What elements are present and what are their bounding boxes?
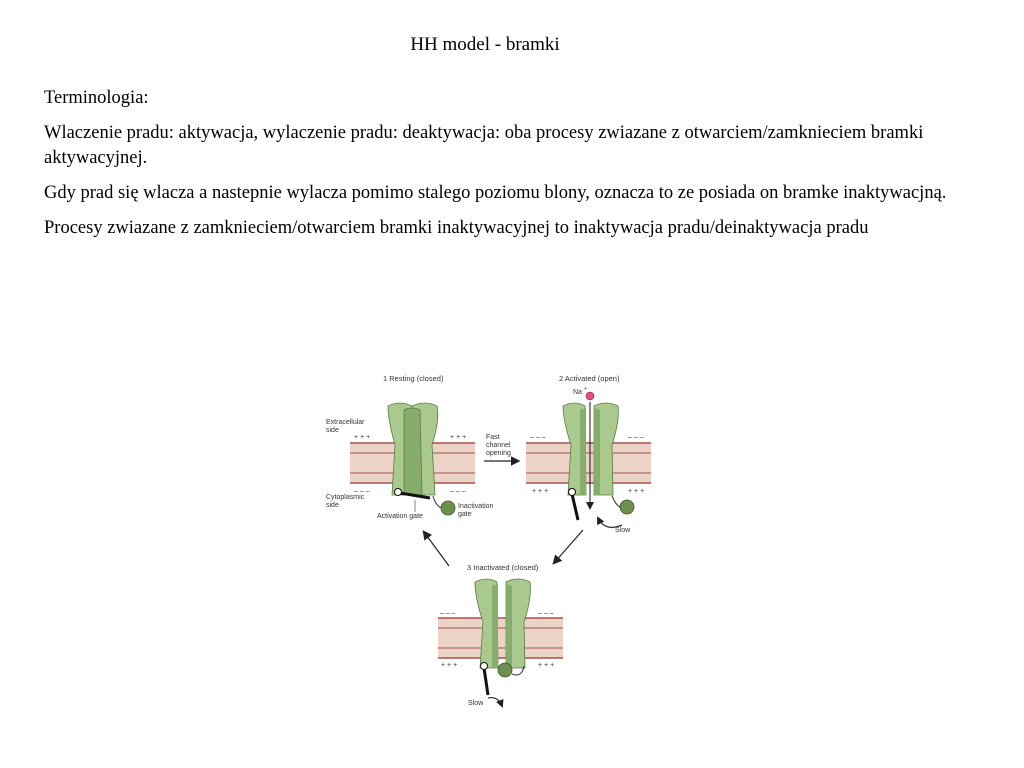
ion-charge: + xyxy=(584,386,587,392)
charge-bottom-left: – – – xyxy=(354,488,370,495)
cytoplasmic-label-line1: Cytoplasmic xyxy=(326,494,365,501)
terminology-heading: Terminologia: xyxy=(44,88,149,108)
arrow-activated-to-inactivated xyxy=(554,530,583,563)
ion-label: Na xyxy=(573,389,582,396)
state-activated xyxy=(526,374,651,534)
sodium-channel-gating-diagram xyxy=(300,360,700,710)
paragraph-inactivation-gate: Gdy prad się wlacza a nastepnie wylacza pomimo stalego poziomu blony, oznacza to ze posiada on bramke inaktywacjną. xyxy=(44,183,947,203)
sodium-ion xyxy=(586,392,594,400)
charge-top-left-2: – – – xyxy=(530,434,546,441)
charge-top-left: + + + xyxy=(354,434,371,441)
slow-label-2: Slow xyxy=(468,700,484,707)
inactivation-gate-plug xyxy=(498,663,512,677)
extracellular-label-line1: Extracellular xyxy=(326,419,365,426)
membrane-3 xyxy=(438,618,563,658)
activation-gate-3 xyxy=(484,668,488,695)
charge-top-right-3: – – – xyxy=(538,610,554,617)
state-activated-label: 2 Activated (open) xyxy=(559,374,620,383)
slide-title: HH model - bramki xyxy=(410,34,560,55)
extracellular-label-line2: side xyxy=(326,427,339,434)
charge-bottom-right-3: + + + xyxy=(538,662,555,669)
membrane-2 xyxy=(526,443,651,483)
activation-gate-open xyxy=(572,494,578,520)
fast-opening-label-line1: Fast xyxy=(486,434,500,441)
charge-bottom-left-2: + + + xyxy=(532,488,549,495)
slide-body xyxy=(44,86,1019,251)
fast-opening-label-line2: channel xyxy=(486,442,511,449)
inactivation-gate-label-line1: Inactivation xyxy=(458,503,494,510)
paragraph-inactivation-process: Procesy zwiazane z zamknieciem/otwarciem bramki inaktywacyjnej to inaktywacja pradu/deinaktywacja pradu xyxy=(44,218,869,238)
fast-opening-label-line3: opening xyxy=(486,450,511,457)
state-inactivated-label: 3 Inactivated (closed) xyxy=(467,563,539,572)
inactivation-gate-ball-2 xyxy=(620,500,634,514)
charge-top-left-3: – – – xyxy=(440,610,456,617)
fast-opening-transition xyxy=(484,434,518,461)
charge-top-right: + + + xyxy=(450,434,467,441)
state-inactivated xyxy=(438,563,563,707)
state-resting-label: 1 Resting (closed) xyxy=(383,374,444,383)
charge-top-right-2: – – – xyxy=(628,434,644,441)
state-resting xyxy=(326,374,494,520)
inactivation-gate-ball xyxy=(441,501,455,515)
slow-label-1: Slow xyxy=(615,527,631,534)
paragraph-activation: Wlaczenie pradu: aktywacja, wylaczenie pradu: deaktywacja: oba procesy zwiazane z otwarciem/zamknieciem bramki aktywacyjnej. xyxy=(44,123,924,168)
activation-gate-label: Activation gate xyxy=(377,513,423,520)
inactivation-gate-label-line2: gate xyxy=(458,511,472,518)
charge-bottom-right-2: + + + xyxy=(628,488,645,495)
cytoplasmic-label-line2: side xyxy=(326,502,339,509)
charge-bottom-left-3: + + + xyxy=(441,662,458,669)
arrow-inactivated-to-resting xyxy=(424,532,449,566)
charge-bottom-right: – – – xyxy=(450,488,466,495)
